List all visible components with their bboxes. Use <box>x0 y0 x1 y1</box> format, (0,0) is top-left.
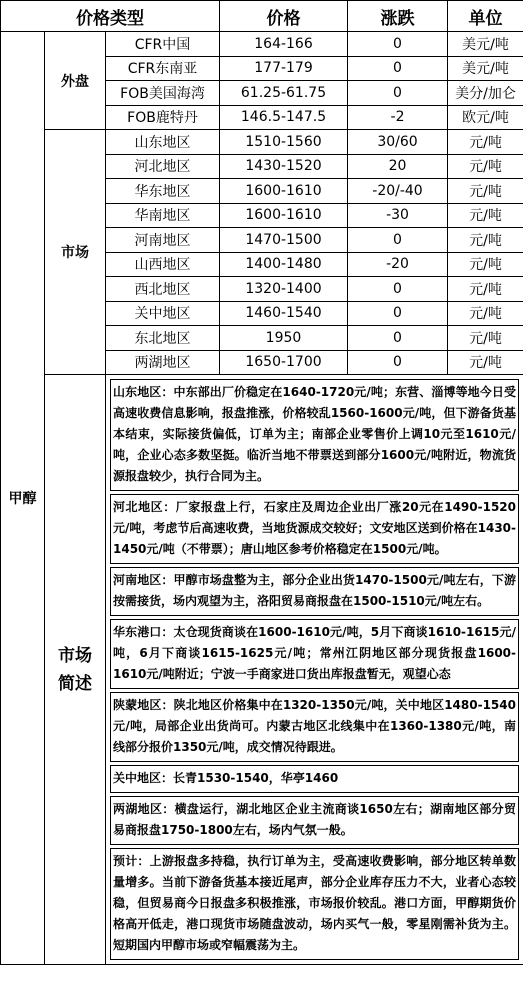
note-forecast: 预计：上游报盘多持稳，执行订单为主，受高速收费影响，部分地区转单数量增多。当前下游备货基本接近尾声，部分企业库存压力不大，业者心态较稳，但贸易商今日报盘多积极推涨，市场报价较乱。港口方面，甲醇期货价格高开低走，港口现货市场随盘波动，场内买气一般，零星刚需补货为主。短期国内甲醇市场或窄幅震荡为主。 <box>110 848 519 960</box>
row-change: 0 <box>348 326 448 351</box>
header-row <box>1 1 523 32</box>
row-unit: 元/吨 <box>448 277 523 302</box>
row-change: 0 <box>348 301 448 326</box>
row-unit: 美元/吨 <box>448 56 523 81</box>
header-unit: 单位 <box>448 1 523 32</box>
table-row <box>1 32 523 57</box>
product-label: 甲醇 <box>1 32 45 965</box>
group-label-summary <box>45 375 106 965</box>
row-price: 164-166 <box>220 32 348 57</box>
row-unit: 元/吨 <box>448 301 523 326</box>
row-price: 1600-1610 <box>220 203 348 228</box>
row-unit: 元/吨 <box>448 130 523 155</box>
row-unit: 元/吨 <box>448 179 523 204</box>
row-unit: 元/吨 <box>448 154 523 179</box>
row-name: FOB鹿特丹 <box>106 105 220 130</box>
summary-notes <box>106 375 523 965</box>
note-shaanxi-inner-mongolia: 陕蒙地区：陕北地区价格集中在1320-1350元/吨，关中地区1480-1540元/吨，局部企业出货尚可。内蒙古地区北线集中在1360-1380元/吨，南线部分报价1350元/吨，成交情况待跟进。 <box>110 692 519 762</box>
row-price: 1510-1560 <box>220 130 348 155</box>
row-name: 华南地区 <box>106 203 220 228</box>
row-price: 1600-1610 <box>220 179 348 204</box>
row-change: -30 <box>348 203 448 228</box>
row-price: 146.5-147.5 <box>220 105 348 130</box>
row-price: 1400-1480 <box>220 252 348 277</box>
note-guanzhong: 关中地区：长青1530-1540，华亭1460 <box>110 765 519 793</box>
row-price: 177-179 <box>220 56 348 81</box>
row-name: 山东地区 <box>106 130 220 155</box>
row-change: -20 <box>348 252 448 277</box>
note-east-china-port: 华东港口：太仓现货商谈在1600-1610元/吨，5月下商谈1610-1615元/吨，6月下商谈1615-1625元/吨；常州江阴地区部分现货报盘1600-1610元/吨附近；宁波一手商家进口货出库报盘暂无，观望心态 <box>110 619 519 689</box>
row-change: 0 <box>348 56 448 81</box>
row-change: 0 <box>348 277 448 302</box>
header-change: 涨跌 <box>348 1 448 32</box>
row-price: 1320-1400 <box>220 277 348 302</box>
row-unit: 元/吨 <box>448 203 523 228</box>
header-price: 价格 <box>220 1 348 32</box>
row-price: 1470-1500 <box>220 228 348 253</box>
row-price: 1650-1700 <box>220 350 348 375</box>
row-name: CFR中国 <box>106 32 220 57</box>
note-hubei-hunan: 两湖地区：横盘运行，湖北地区企业主流商谈1650左右；湖南地区部分贸易商报盘1750-1800左右，场内气氛一般。 <box>110 796 519 845</box>
row-unit: 欧元/吨 <box>448 105 523 130</box>
row-change: 20 <box>348 154 448 179</box>
note-henan: 河南地区：甲醇市场盘整为主，部分企业出货1470-1500元/吨左右，下游按需接货，场内观望为主，洛阳贸易商报盘在1500-1510元/吨左右。 <box>110 567 519 616</box>
note-hebei: 河北地区：厂家报盘上行，石家庄及周边企业出厂涨20元在1490-1520元/吨，考虑节后高速收费，当地货源成交较好；文安地区送到价格在1430-1450元/吨（不带票）；唐山地区参考价格稳定在1500元/吨。 <box>110 494 519 564</box>
group-label-market: 市场 <box>45 130 106 375</box>
group-label-external: 外盘 <box>45 32 106 130</box>
row-price: 1460-1540 <box>220 301 348 326</box>
row-change: 30/60 <box>348 130 448 155</box>
table-row <box>1 130 523 155</box>
row-change: -2 <box>348 105 448 130</box>
row-unit: 元/吨 <box>448 350 523 375</box>
row-unit: 元/吨 <box>448 252 523 277</box>
row-unit: 元/吨 <box>448 326 523 351</box>
row-name: 河北地区 <box>106 154 220 179</box>
row-name: FOB美国海湾 <box>106 81 220 106</box>
row-name: 河南地区 <box>106 228 220 253</box>
header-type: 价格类型 <box>1 1 220 32</box>
row-unit: 美元/吨 <box>448 32 523 57</box>
note-shandong: 山东地区：中东部出厂价稳定在1640-1720元/吨；东营、淄博等地今日受高速收费信息影响，报盘推涨，价格较乱1560-1600元/吨，但下游备货基本结束，实际接货偏低，订单为主；南部企业零售价上调10元至1610元/吨，企业心态多数坚挺。临沂当地不带票送到部分1600元/吨附近，物流货源报盘较少，执行合同为主。 <box>110 379 519 491</box>
summary-row <box>1 375 523 965</box>
row-change: 0 <box>348 81 448 106</box>
row-change: 0 <box>348 32 448 57</box>
row-price: 1950 <box>220 326 348 351</box>
row-unit: 元/吨 <box>448 228 523 253</box>
row-change: 0 <box>348 228 448 253</box>
row-name: CFR东南亚 <box>106 56 220 81</box>
summary-label-line1: 市场 <box>58 645 92 666</box>
row-change: 0 <box>348 350 448 375</box>
row-price: 61.25-61.75 <box>220 81 348 106</box>
row-unit: 美分/加仑 <box>448 81 523 106</box>
row-name: 两湖地区 <box>106 350 220 375</box>
row-name: 华东地区 <box>106 179 220 204</box>
row-change: -20/-40 <box>348 179 448 204</box>
row-name: 关中地区 <box>106 301 220 326</box>
row-name: 西北地区 <box>106 277 220 302</box>
summary-label-line2: 简述 <box>58 673 92 694</box>
row-name: 东北地区 <box>106 326 220 351</box>
row-name: 山西地区 <box>106 252 220 277</box>
row-price: 1430-1520 <box>220 154 348 179</box>
